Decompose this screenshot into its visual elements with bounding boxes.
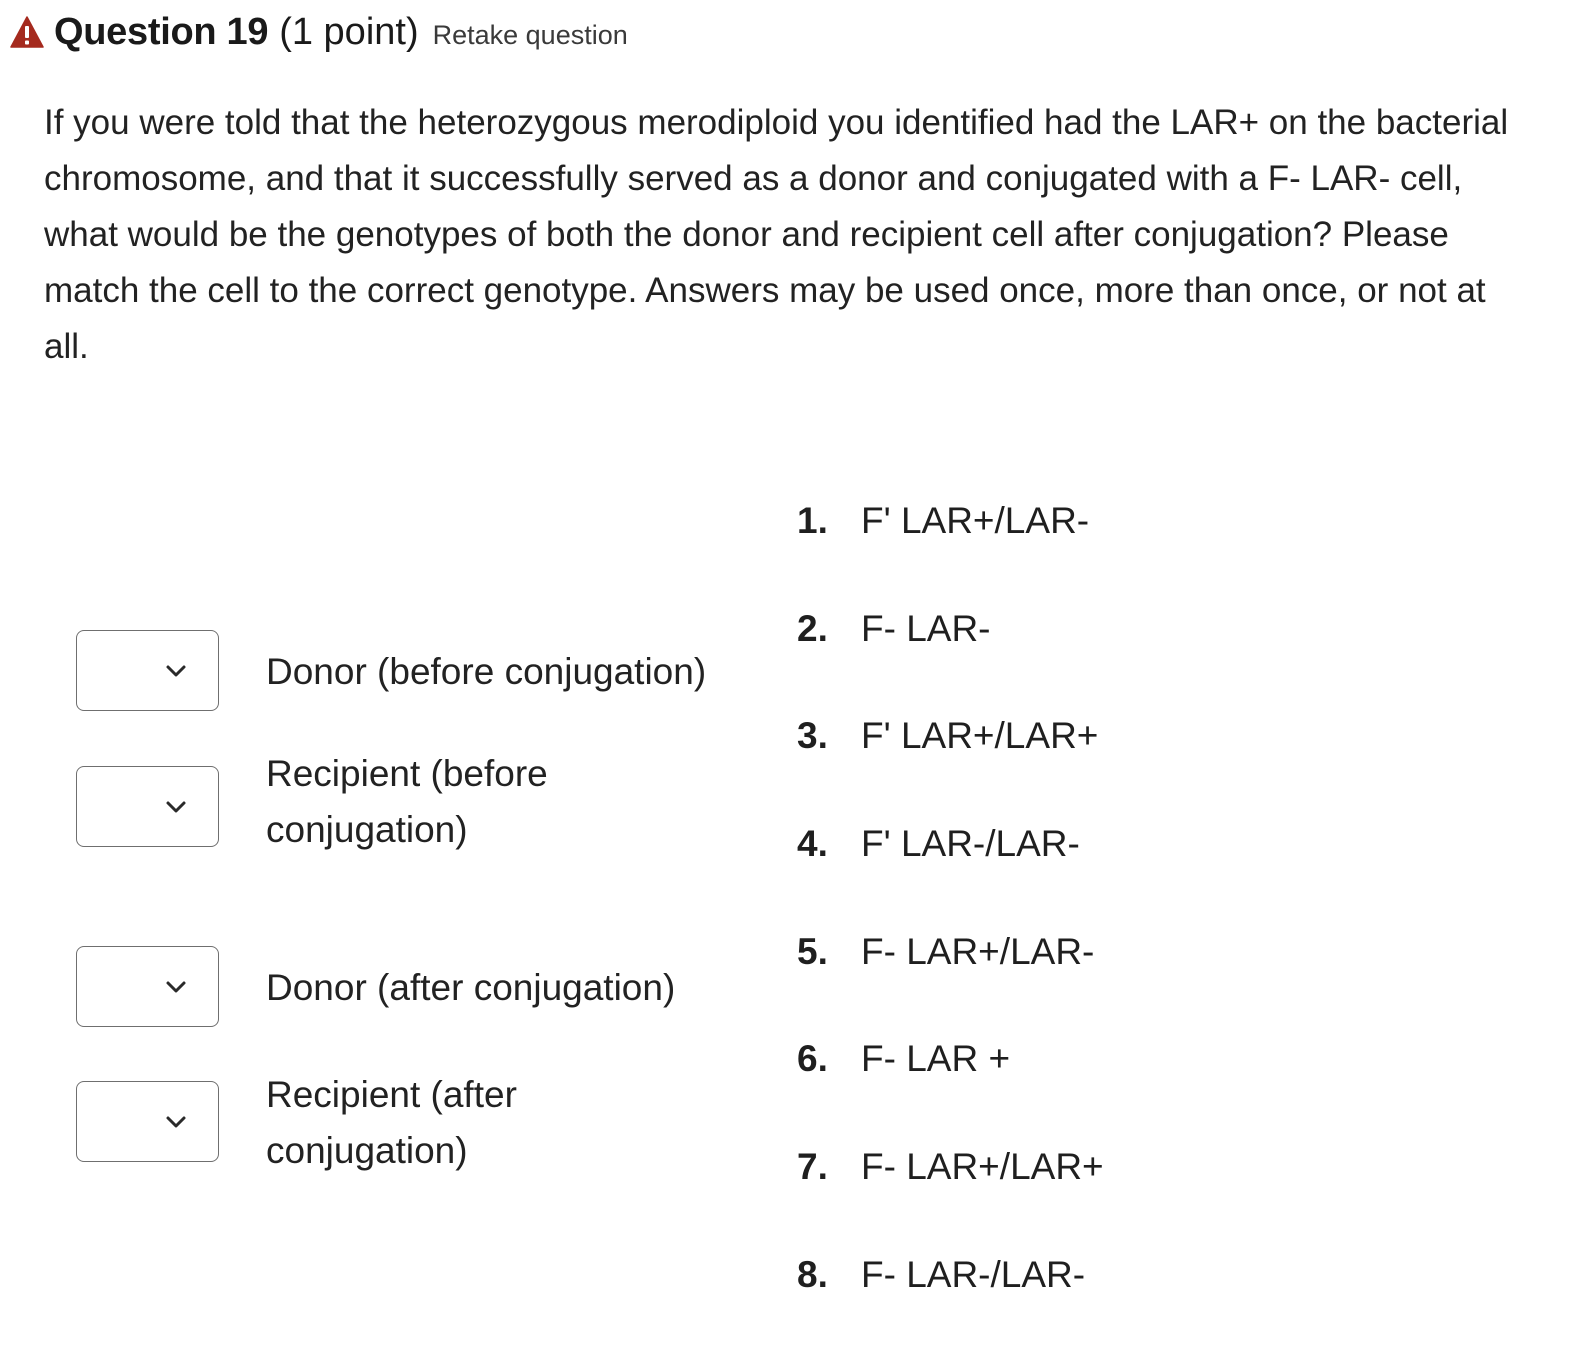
answer-option xyxy=(797,822,1080,866)
option-number: 1. xyxy=(797,500,828,541)
match-select-donor-after[interactable] xyxy=(76,946,219,1027)
option-number: 5. xyxy=(797,931,828,972)
answer-option xyxy=(797,1037,1010,1081)
option-number: 7. xyxy=(797,1146,828,1187)
question-header xyxy=(10,6,628,58)
option-text: F' LAR-/LAR- xyxy=(861,823,1080,864)
answer-option xyxy=(797,499,1089,543)
option-text: F- LAR + xyxy=(861,1038,1011,1079)
match-select-recipient-before[interactable] xyxy=(76,766,219,847)
warning-icon xyxy=(10,16,44,48)
match-label-recipient-before: Recipient (before conjugation) xyxy=(266,753,548,850)
match-label-donor-after: Donor (after conjugation) xyxy=(266,967,676,1008)
question-title: Question 19 xyxy=(54,10,269,53)
option-number: 3. xyxy=(797,715,828,756)
option-text: F- LAR-/LAR- xyxy=(861,1254,1086,1295)
question-text: If you were told that the heterozygous merodiploid you identified had the LAR+ on the bacterial chromosome, and that it successfully served as a donor and conjugated with a F- LAR- cell, what would be the genotypes of both the donor and recipient cell after conjugation? Please match the cell to the correct genotype. Answers may be used once, more than once, or not at all. xyxy=(44,103,1509,366)
option-number: 4. xyxy=(797,823,828,864)
option-number: 6. xyxy=(797,1038,828,1079)
match-label-donor-before: Donor (before conjugation) xyxy=(266,651,707,692)
chevron-down-icon xyxy=(165,797,187,817)
option-text: F' LAR+/LAR- xyxy=(861,500,1090,541)
answer-option xyxy=(797,1145,1104,1189)
answer-option xyxy=(797,714,1098,758)
option-number: 2. xyxy=(797,608,828,649)
option-number: 8. xyxy=(797,1254,828,1295)
option-text: F- LAR- xyxy=(861,608,991,649)
question-points: (1 point) xyxy=(279,10,419,53)
option-text: F' LAR+/LAR+ xyxy=(861,715,1099,756)
match-select-recipient-after[interactable] xyxy=(76,1081,219,1162)
option-text: F- LAR+/LAR+ xyxy=(861,1146,1104,1187)
retake-question-link[interactable]: Retake question xyxy=(432,19,628,50)
answer-option xyxy=(797,930,1094,974)
chevron-down-icon xyxy=(165,1112,187,1132)
match-select-donor-before[interactable] xyxy=(76,630,219,711)
match-label-recipient-after: Recipient (after conjugation) xyxy=(266,1074,517,1171)
option-text: F- LAR+/LAR- xyxy=(861,931,1095,972)
answer-option xyxy=(797,607,991,651)
answer-option xyxy=(797,1253,1085,1297)
chevron-down-icon xyxy=(165,977,187,997)
chevron-down-icon xyxy=(165,661,187,681)
